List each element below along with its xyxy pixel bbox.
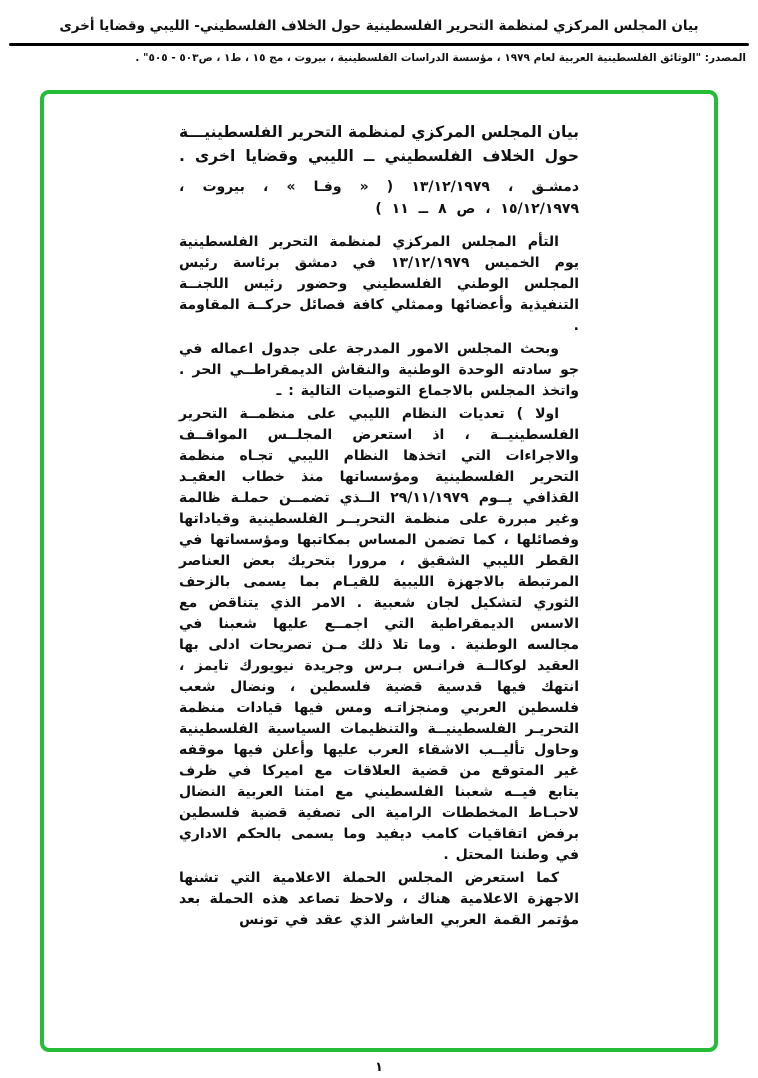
document-title: بيان المجلس المركزي لمنظمة التحرير الفلسطينيـــة حول الخلاف الفلسطيني ــ الليبي وقضايا اخرى . [179, 123, 579, 165]
page-footer [0, 1056, 758, 1075]
document-frame [40, 90, 718, 1052]
paragraph: وبحث المجلس الامور المدرجة على جدول اعماله في جو سادته الوحدة الوطنية والنقاش الديمقراطــي الحر . واتخذ المجلس بالاجماع التوصيات التالية : ـ [179, 341, 579, 399]
paragraphs-container [179, 232, 579, 931]
document-body [179, 94, 579, 931]
paragraph: كما استعرض المجلس الحملة الاعلامية التي تشنها الاجهزة الاعلامية هناك ، ولاحظ تصاعد هذه الحملة بعد مؤتمر القمة العربي العاشر الذي عقد في تونس [179, 870, 579, 928]
paragraph: اولا ) تعديات النظام الليبي على منظمــة التحرير الفلسطينيــة ، اذ استعرض المجلــس المواقــف والاجراءات التي اتخذها النظام الليبي تجـاه منظمة التحرير الفلسطينية ومؤسساتها منذ خطاب العقيـد القذافي يــوم ٢٩/١١/١٩٧٩ الــذي تضمــن حملـة ظالمة وغير مبررة على منظمة التحريــر الفلسطينية وقياداتها وفصائلها ، كما تضمن المساس بمكاتبها ومؤسساتها في القطر الليبي الشقيق ، مرورا بتحريك بعض العناصر المرتبطة بالاجهزة الليبية للقيـام بما يسمى بالزحف الثوري لتشكيل لجان شعبية . الامر الذي يتناقض مع الاسس الديمقراطية التي اجمــع عليها شعبنا في مجالسه الوطنية . وما تلا ذلك مـن تصريحات ادلى بها العقيد لوكالــة فرانـس بـرس وجريدة نيويورك تايمز ، انتهك فيها قدسية قضية فلسطين ، ونضال شعب فلسطين العربي ومنجزاتـه ومس فيها قيادات منظمة التحريـر الفلسطينيــة والتنظيمات السياسية الفلسطينية وحاول تأليــب الاشقاء العرب عليها وأعلن فيها موقفه غير المتوقع من قضية العلاقات مع اميركا في ظرف يتابع فيــه شعبنا الفلسطيني مع امتنا العربية النضال لاحبـاط المخططات الرامية الى تصفية قضية فلسطين برفض اتفاقيات كامب ديفيد وما يسمى بالحكم الاداري في وطننا المحتل . [179, 406, 579, 863]
header-source: المصدر: "الوثائق الفلسطينية العربية لعام ١٩٧٩ ، مؤسسة الدراسات الفلسطينية ، بيروت ، مج ١٥ ، ط١ ، ص٥٠٣ - ٥٠٥" . [135, 52, 746, 64]
dateline: دمشـق ، ١٣/١٢/١٩٧٩ ( « وفـا » ، بيروت ، ١٥/١٢/١٩٧٩ ، ص ٨ ــ ١١ ) [179, 179, 579, 217]
header-divider [9, 43, 749, 46]
page-number: ١ [375, 1060, 383, 1075]
paragraph: التأم المجلس المركزي لمنظمة التحرير الفلسطينية يوم الخميس ١٣/١٢/١٩٧٩ في دمشق برئاسة رئيس المجلس الوطني الفلسطيني وحضور رئيس اللجنــة التنفيذية وأعضائها وممثلي كافة فصائل حركــة المقاومة . [179, 234, 579, 334]
header-title: بيان المجلس المركزي لمنظمة التحرير الفلسطينية حول الخلاف الفلسطيني- الليبي وقضايا أخرى [59, 18, 699, 34]
page-header [0, 0, 758, 64]
